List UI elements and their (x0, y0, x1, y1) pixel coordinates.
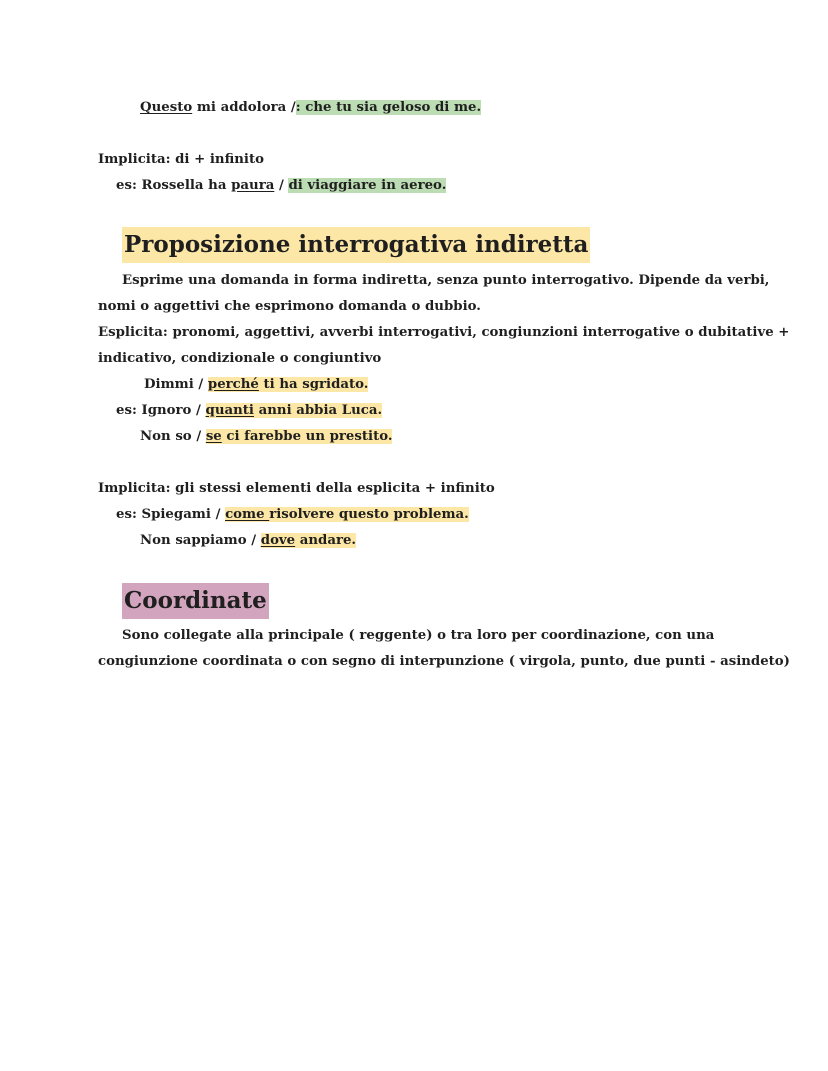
interrogative-keyword: come (225, 507, 270, 522)
main-clause-text: Dimmi (144, 377, 199, 392)
subordinate-clause: : che tu sia geloso di me. (295, 100, 482, 115)
implicita-label-text: Implicita: gli stessi elementi della esplicita + infinito (98, 481, 495, 496)
example-questo-line (140, 97, 481, 119)
main-clause-keyword: Questo (140, 100, 193, 115)
interrogativa-desc-2 (98, 296, 481, 318)
subordinate-clause (225, 507, 469, 522)
example-prefix: es: Rossella ha (116, 178, 232, 193)
desc-text: congiunzione coordinata o con segno di interpunzione ( virgola, punto, due punti - asindeto) (98, 654, 790, 669)
interrogativa-desc-1 (122, 270, 769, 292)
coordinate-desc-2 (98, 651, 790, 673)
desc-text: Esplicita: pronomi, aggettivi, avverbi interrogativi, congiunzioni interrogative o dubitative + (98, 325, 790, 340)
desc-text: Sono collegate alla principale ( reggente) o tra loro per coordinazione, con una (122, 628, 715, 643)
main-clause-text: mi addolora (192, 100, 291, 115)
clause-separator: / (251, 533, 261, 548)
subordinate-clause (261, 533, 356, 548)
desc-text: indicativo, condizionale o congiuntivo (98, 351, 382, 366)
subordinate-rest: risolvere questo problema. (269, 507, 469, 522)
interrogative-keyword: perché (207, 377, 259, 392)
implicita-label-2 (98, 478, 495, 500)
main-clause-text: es: Spiegami (116, 507, 216, 522)
subordinate-rest: andare. (295, 533, 357, 548)
clause-separator: / (215, 507, 226, 522)
coordinate-desc-1 (122, 625, 714, 647)
example-ignoro-line (116, 400, 382, 422)
main-clause-text: es: Ignoro (116, 403, 197, 418)
subordinate-clause (206, 403, 383, 418)
esplicita-desc-2 (98, 348, 381, 370)
clause-separator: / (196, 403, 206, 418)
example-spiegami-line (116, 504, 469, 526)
subordinate-clause: di viaggiare in aereo. (288, 178, 447, 193)
subordinate-clause (206, 429, 393, 444)
implicita-label (98, 149, 264, 171)
implicita-label-text: Implicita: di + infinito (98, 152, 264, 167)
example-nonsappiamo-line (140, 530, 356, 552)
interrogative-keyword: dove (260, 533, 296, 548)
subordinate-rest: ci farebbe un prestito. (221, 429, 393, 444)
implicita-example-line (116, 175, 446, 197)
clause-separator: / (290, 100, 296, 115)
esplicita-desc-1 (98, 322, 789, 344)
clause-separator: / (196, 429, 206, 444)
subordinate-rest: anni abbia Luca. (254, 403, 383, 418)
main-clause-text: Non so (140, 429, 197, 444)
desc-text: Esprime una domanda in forma indiretta, senza punto interrogativo. Dipende da verbi, (122, 273, 770, 288)
example-keyword: paura (231, 178, 275, 193)
desc-text: nomi o aggettivi che esprimono domanda o dubbio. (98, 299, 481, 314)
section-title-interrogativa: Proposizione interrogativa indiretta (122, 227, 590, 263)
clause-separator: / (274, 178, 289, 193)
subordinate-clause (208, 377, 369, 392)
interrogative-keyword: quanti (205, 403, 254, 418)
section-title-coordinate: Coordinate (122, 583, 269, 619)
main-clause-text: Non sappiamo (140, 533, 252, 548)
interrogative-keyword: se (205, 429, 222, 444)
subordinate-rest: ti ha sgridato. (258, 377, 369, 392)
clause-separator: / (198, 377, 208, 392)
example-dimmi-line (144, 374, 368, 396)
example-nonso-line (140, 426, 392, 448)
